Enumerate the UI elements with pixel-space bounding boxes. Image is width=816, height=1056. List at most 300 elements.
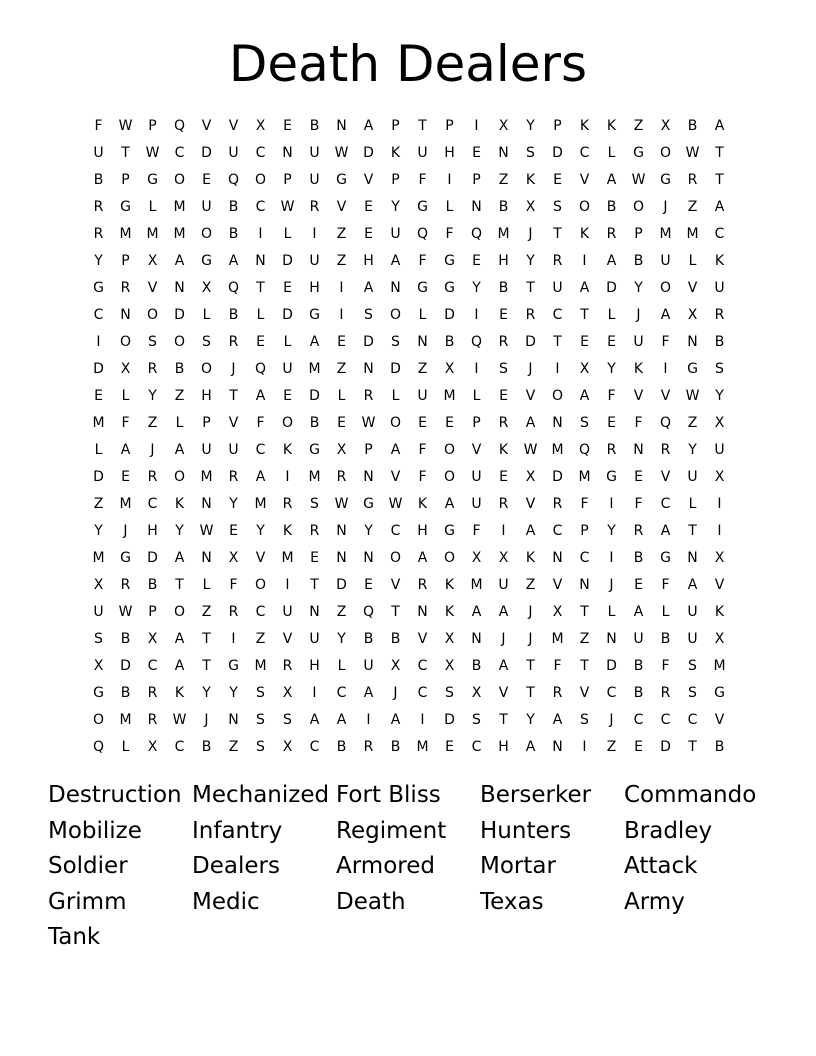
grid-letter: T <box>418 117 427 134</box>
grid-letter: C <box>174 738 185 755</box>
grid-row <box>85 247 733 274</box>
grid-letter: V <box>660 387 671 404</box>
grid-letter: E <box>499 468 508 485</box>
grid-letter: A <box>336 711 347 728</box>
grid-letter: G <box>201 252 212 269</box>
grid-letter: X <box>93 657 104 674</box>
grid-letter: K <box>525 549 536 566</box>
grid-letter: R <box>552 252 563 269</box>
grid-row <box>85 355 733 382</box>
grid-letter: T <box>121 144 130 161</box>
grid-letter: H <box>201 387 212 404</box>
grid-letter: A <box>255 387 266 404</box>
grid-letter: I <box>609 549 614 566</box>
grid-letter: G <box>363 495 374 512</box>
grid-letter: M <box>254 657 267 674</box>
grid-letter: E <box>256 333 265 350</box>
word-list-item: Army <box>624 888 685 915</box>
grid-letter: Y <box>148 387 157 404</box>
grid-letter: N <box>417 603 428 620</box>
grid-letter: X <box>255 117 266 134</box>
grid-letter: B <box>120 630 131 647</box>
grid-letter: V <box>633 387 644 404</box>
grid-letter: G <box>660 549 671 566</box>
grid-row <box>85 463 733 490</box>
grid-letter: J <box>528 630 533 647</box>
grid-letter: E <box>607 333 616 350</box>
grid-letter: C <box>174 144 185 161</box>
grid-letter: R <box>660 441 671 458</box>
grid-letter: E <box>553 171 562 188</box>
grid-letter: U <box>309 144 320 161</box>
grid-letter: X <box>525 198 536 215</box>
grid-letter: D <box>552 144 563 161</box>
grid-letter: N <box>255 252 266 269</box>
grid-letter: O <box>443 441 456 458</box>
word-list-item: Attack <box>624 853 698 879</box>
grid-letter: O <box>443 549 456 566</box>
grid-letter: M <box>443 387 456 404</box>
grid-letter: D <box>147 549 158 566</box>
grid-letter: R <box>363 387 374 404</box>
grid-letter: D <box>120 657 131 674</box>
grid-row <box>85 517 733 544</box>
grid-letter: F <box>472 522 481 539</box>
grid-row <box>85 490 733 517</box>
grid-letter: P <box>364 441 373 458</box>
grid-letter: L <box>661 603 670 620</box>
grid-letter: K <box>579 225 590 242</box>
grid-letter: Q <box>227 279 240 296</box>
grid-letter: C <box>471 738 482 755</box>
grid-letter: A <box>579 279 590 296</box>
grid-letter: N <box>579 576 590 593</box>
grid-letter: A <box>120 441 131 458</box>
grid-letter: W <box>631 171 646 188</box>
grid-row <box>85 733 733 760</box>
grid-letter: S <box>94 630 103 647</box>
grid-letter: I <box>285 576 290 593</box>
grid-letter: K <box>714 252 725 269</box>
grid-letter: P <box>202 414 211 431</box>
grid-letter: E <box>445 414 454 431</box>
grid-letter: B <box>633 252 644 269</box>
grid-letter: X <box>714 630 725 647</box>
word-list-item: Mobilize <box>48 817 142 844</box>
grid-letter: X <box>579 360 590 377</box>
grid-letter: L <box>472 387 481 404</box>
grid-letter: I <box>663 360 668 377</box>
grid-letter: G <box>417 198 428 215</box>
grid-letter: M <box>173 225 186 242</box>
grid-letter: A <box>714 117 725 134</box>
grid-letter: C <box>660 495 671 512</box>
grid-letter: X <box>147 738 158 755</box>
grid-row <box>85 274 733 301</box>
grid-letter: I <box>312 225 317 242</box>
grid-letter: B <box>606 198 617 215</box>
grid-letter: R <box>93 198 104 215</box>
grid-letter: A <box>687 576 698 593</box>
grid-letter: S <box>688 657 697 674</box>
grid-letter: I <box>312 684 317 701</box>
grid-letter: Y <box>607 360 616 377</box>
grid-letter: R <box>606 441 617 458</box>
grid-letter: V <box>714 711 725 728</box>
grid-letter: B <box>714 333 725 350</box>
grid-letter: D <box>93 360 104 377</box>
word-list-item: Tank <box>48 924 101 950</box>
grid-letter: O <box>389 414 402 431</box>
grid-letter: W <box>334 495 349 512</box>
grid-letter: W <box>199 522 214 539</box>
grid-letter: M <box>308 468 321 485</box>
grid-letter: J <box>204 711 209 728</box>
grid-letter: I <box>717 522 722 539</box>
grid-letter: Z <box>201 603 212 620</box>
grid-letter: C <box>417 657 428 674</box>
grid-letter: B <box>633 549 644 566</box>
grid-letter: V <box>525 495 536 512</box>
grid-letter: E <box>364 198 373 215</box>
grid-letter: M <box>416 738 429 755</box>
grid-letter: Z <box>606 738 617 755</box>
grid-letter: I <box>609 495 614 512</box>
grid-letter: V <box>228 414 239 431</box>
grid-letter: R <box>714 306 725 323</box>
grid-letter: N <box>390 279 401 296</box>
grid-letter: W <box>334 144 349 161</box>
grid-letter: U <box>471 495 482 512</box>
grid-letter: U <box>687 603 698 620</box>
grid-letter: S <box>364 306 373 323</box>
grid-letter: C <box>687 711 698 728</box>
grid-letter: V <box>579 171 590 188</box>
grid-letter: U <box>714 279 725 296</box>
grid-letter: Q <box>659 414 672 431</box>
grid-letter: A <box>525 738 536 755</box>
grid-letter: K <box>579 117 590 134</box>
grid-letter: U <box>633 630 644 647</box>
grid-letter: F <box>418 441 427 458</box>
grid-letter: F <box>553 657 562 674</box>
grid-letter: Z <box>228 738 239 755</box>
grid-letter: N <box>498 144 509 161</box>
grid-letter: G <box>147 171 158 188</box>
grid-letter: V <box>579 684 590 701</box>
grid-letter: L <box>607 144 616 161</box>
grid-letter: R <box>282 657 293 674</box>
grid-letter: E <box>499 387 508 404</box>
grid-letter: N <box>552 738 563 755</box>
grid-letter: M <box>551 630 564 647</box>
grid-letter: J <box>528 225 533 242</box>
grid-letter: F <box>229 576 238 593</box>
grid-letter: R <box>498 414 509 431</box>
grid-letter: X <box>336 441 347 458</box>
grid-letter: B <box>309 414 320 431</box>
grid-letter: A <box>606 252 617 269</box>
grid-letter: A <box>174 657 185 674</box>
word-list-item: Regiment <box>336 817 447 844</box>
grid-letter: X <box>444 630 455 647</box>
grid-letter: B <box>633 657 644 674</box>
grid-letter: C <box>714 225 725 242</box>
grid-letter: R <box>552 495 563 512</box>
grid-letter: E <box>202 171 211 188</box>
grid-letter: Q <box>578 441 591 458</box>
grid-letter: S <box>310 495 319 512</box>
grid-letter: G <box>633 144 644 161</box>
grid-letter: V <box>471 441 482 458</box>
grid-letter: L <box>391 387 400 404</box>
grid-letter: V <box>228 117 239 134</box>
grid-letter: B <box>390 738 401 755</box>
grid-letter: R <box>687 171 698 188</box>
grid-row <box>85 193 733 220</box>
grid-letter: U <box>201 441 212 458</box>
grid-letter: P <box>553 117 562 134</box>
grid-row <box>85 679 733 706</box>
grid-letter: B <box>363 630 374 647</box>
grid-letter: V <box>417 630 428 647</box>
grid-letter: A <box>714 198 725 215</box>
grid-letter: B <box>228 225 239 242</box>
grid-letter: C <box>417 684 428 701</box>
grid-letter: B <box>228 306 239 323</box>
grid-letter: C <box>579 144 590 161</box>
grid-letter: O <box>92 711 105 728</box>
grid-letter: I <box>420 711 425 728</box>
grid-letter: C <box>579 549 590 566</box>
grid-letter: B <box>498 279 509 296</box>
grid-letter: V <box>255 549 266 566</box>
grid-letter: Q <box>470 333 483 350</box>
grid-letter: P <box>148 117 157 134</box>
grid-letter: R <box>606 225 617 242</box>
grid-letter: Y <box>526 711 535 728</box>
grid-letter: N <box>363 549 374 566</box>
grid-letter: D <box>606 279 617 296</box>
grid-letter: B <box>687 117 698 134</box>
grid-letter: M <box>713 657 726 674</box>
grid-letter: E <box>634 576 643 593</box>
grid-letter: K <box>525 171 536 188</box>
grid-letter: C <box>606 684 617 701</box>
grid-letter: D <box>363 333 374 350</box>
grid-letter: N <box>606 630 617 647</box>
grid-letter: O <box>254 576 267 593</box>
grid-letter: F <box>445 225 454 242</box>
grid-letter: W <box>280 198 295 215</box>
grid-letter: N <box>201 495 212 512</box>
grid-letter: B <box>714 738 725 755</box>
grid-letter: L <box>202 306 211 323</box>
grid-letter: E <box>121 468 130 485</box>
grid-letter: L <box>175 414 184 431</box>
grid-letter: E <box>94 387 103 404</box>
grid-letter: B <box>660 630 671 647</box>
grid-letter: N <box>687 333 698 350</box>
grid-letter: Z <box>579 630 590 647</box>
grid-letter: A <box>174 549 185 566</box>
grid-letter: G <box>714 684 725 701</box>
grid-letter: X <box>147 630 158 647</box>
grid-letter: N <box>282 144 293 161</box>
grid-letter: K <box>498 441 509 458</box>
grid-letter: V <box>498 684 509 701</box>
grid-letter: Y <box>526 117 535 134</box>
word-list-item: Destruction <box>48 782 182 808</box>
grid-letter: U <box>309 252 320 269</box>
grid-letter: A <box>633 603 644 620</box>
grid-letter: U <box>417 387 428 404</box>
grid-letter: J <box>528 603 533 620</box>
word-list-item: Hunters <box>480 817 572 844</box>
grid-letter: N <box>336 522 347 539</box>
grid-letter: N <box>687 549 698 566</box>
grid-letter: W <box>145 144 160 161</box>
grid-letter: K <box>714 603 725 620</box>
grid-letter: L <box>283 333 292 350</box>
grid-row <box>85 328 733 355</box>
grid-letter: P <box>148 603 157 620</box>
grid-letter: N <box>336 117 347 134</box>
grid-letter: R <box>309 522 320 539</box>
grid-letter: Y <box>634 279 643 296</box>
grid-letter: F <box>256 414 265 431</box>
grid-row <box>85 301 733 328</box>
grid-letter: S <box>256 711 265 728</box>
grid-letter: X <box>120 360 131 377</box>
grid-letter: U <box>687 630 698 647</box>
grid-letter: H <box>498 738 509 755</box>
grid-letter: X <box>228 549 239 566</box>
grid-letter: L <box>202 576 211 593</box>
grid-letter: A <box>579 387 590 404</box>
word-list-item: Dealers <box>192 853 280 879</box>
grid-letter: S <box>256 684 265 701</box>
grid-row <box>85 436 733 463</box>
grid-letter: I <box>339 279 344 296</box>
grid-letter: S <box>715 360 724 377</box>
grid-letter: J <box>636 306 641 323</box>
grid-letter: M <box>119 711 132 728</box>
grid-letter: M <box>200 468 213 485</box>
grid-letter: J <box>150 441 155 458</box>
grid-letter: U <box>633 333 644 350</box>
grid-letter: R <box>147 684 158 701</box>
grid-letter: X <box>201 279 212 296</box>
word-list-item: Mortar <box>480 853 556 879</box>
grid-letter: X <box>147 252 158 269</box>
grid-letter: A <box>552 711 563 728</box>
grid-letter: Y <box>337 630 346 647</box>
grid-letter: X <box>714 468 725 485</box>
grid-letter: K <box>444 576 455 593</box>
grid-letter: N <box>417 333 428 350</box>
grid-letter: P <box>121 252 130 269</box>
grid-letter: I <box>474 306 479 323</box>
grid-letter: I <box>258 225 263 242</box>
grid-letter: F <box>418 171 427 188</box>
grid-letter: G <box>93 684 104 701</box>
grid-letter: K <box>444 603 455 620</box>
grid-letter: M <box>173 198 186 215</box>
grid-letter: W <box>685 387 700 404</box>
grid-letter: B <box>120 684 131 701</box>
grid-letter: E <box>634 468 643 485</box>
grid-letter: J <box>528 360 533 377</box>
grid-letter: L <box>121 738 130 755</box>
grid-letter: X <box>471 684 482 701</box>
grid-letter: R <box>93 225 104 242</box>
grid-letter: N <box>471 198 482 215</box>
grid-letter: X <box>471 549 482 566</box>
grid-row <box>85 625 733 652</box>
grid-letter: F <box>121 414 130 431</box>
grid-letter: D <box>606 657 617 674</box>
grid-letter: Z <box>255 630 266 647</box>
grid-letter: D <box>201 144 212 161</box>
grid-letter: F <box>418 468 427 485</box>
grid-letter: V <box>525 387 536 404</box>
grid-letter: A <box>363 279 374 296</box>
grid-letter: O <box>389 306 402 323</box>
word-list <box>48 778 768 956</box>
grid-letter: P <box>283 171 292 188</box>
grid-letter: S <box>472 711 481 728</box>
grid-letter: H <box>498 252 509 269</box>
grid-letter: D <box>390 360 401 377</box>
grid-letter: X <box>282 684 293 701</box>
grid-letter: M <box>254 495 267 512</box>
grid-letter: I <box>231 630 236 647</box>
grid-letter: T <box>580 657 589 674</box>
grid-letter: R <box>336 468 347 485</box>
grid-letter: P <box>391 117 400 134</box>
grid-letter: U <box>471 468 482 485</box>
grid-letter: X <box>93 576 104 593</box>
grid-letter: E <box>580 333 589 350</box>
grid-letter: Y <box>607 522 616 539</box>
grid-letter: G <box>444 279 455 296</box>
grid-letter: U <box>417 144 428 161</box>
grid-letter: C <box>255 603 266 620</box>
grid-letter: R <box>498 495 509 512</box>
grid-letter: C <box>255 144 266 161</box>
grid-letter: A <box>174 252 185 269</box>
grid-letter: N <box>363 360 374 377</box>
grid-letter: X <box>552 603 563 620</box>
grid-letter: B <box>309 117 320 134</box>
grid-letter: T <box>526 657 535 674</box>
grid-letter: G <box>444 522 455 539</box>
grid-letter: E <box>445 738 454 755</box>
grid-letter: Q <box>92 738 105 755</box>
grid-letter: H <box>444 144 455 161</box>
grid-letter: Z <box>336 603 347 620</box>
grid-letter: Y <box>526 252 535 269</box>
grid-letter: N <box>120 306 131 323</box>
grid-letter: N <box>471 630 482 647</box>
grid-row <box>85 382 733 409</box>
grid-letter: B <box>93 171 104 188</box>
grid-letter: U <box>309 630 320 647</box>
grid-letter: S <box>499 360 508 377</box>
grid-letter: E <box>337 414 346 431</box>
grid-letter: F <box>418 252 427 269</box>
